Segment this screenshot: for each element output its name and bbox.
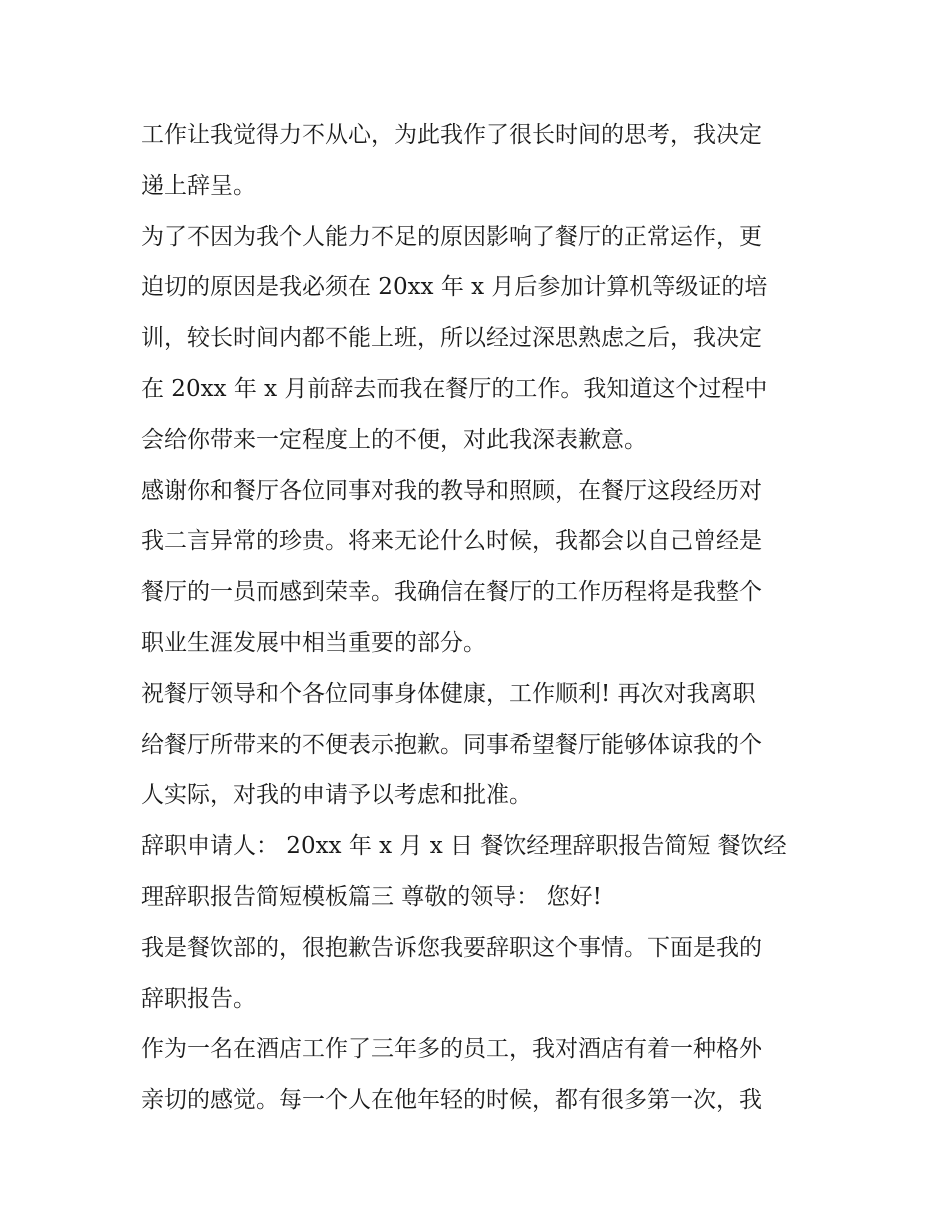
text-line: 餐厅的一员而感到荣幸。我确信在餐厅的工作历程将是我整个: [141, 579, 762, 606]
text-line: 工作让我觉得力不从心，为此我作了很长时间的思考，我决定: [141, 122, 762, 148]
text-line: 为了不因为我个人能力不足的原因影响了餐厅的正常运作，更: [141, 223, 762, 250]
document-body: [141, 110, 821, 1126]
text-line: 在 20xx 年 x 月前辞去而我在餐厅的工作。我知道这个过程中: [141, 375, 768, 402]
text-line: 迫切的原因是我必须在 20xx 年 x 月后参加计算机等级证的培: [141, 274, 768, 301]
text-line: 人实际，对我的申请予以考虑和批准。: [141, 782, 532, 809]
text-line: 我是餐饮部的，很抱歉告诉您我要辞职这个事情。下面是我的: [141, 934, 762, 961]
text-line: 祝餐厅领导和个各位同事身体健康，工作顺利! 再次对我离职: [141, 680, 756, 707]
text-line: 理辞职报告简短模板篇三 尊敬的领导： 您好!: [141, 883, 602, 910]
text-line: 职业生涯发展中相当重要的部分。: [141, 629, 486, 656]
text-line: 辞职申请人： 20xx 年 x 月 x 日 餐饮经理辞职报告简短 餐饮经: [141, 833, 787, 860]
text-line: 递上辞呈。: [141, 172, 256, 199]
text-line: 会给你带来一定程度上的不便，对此我深表歉意。: [141, 426, 647, 453]
text-line: 我二言异常的珍贵。将来无论什么时候，我都会以自己曾经是: [141, 528, 762, 555]
text-line: 感谢你和餐厅各位同事对我的教导和照顾，在餐厅这段经历对: [141, 477, 762, 504]
text-line: 辞职报告。: [141, 985, 256, 1012]
text-line: 训，较长时间内都不能上班，所以经过深思熟虑之后，我决定: [141, 325, 762, 352]
text-line: 给餐厅所带来的不便表示抱歉。同事希望餐厅能够体谅我的个: [141, 731, 762, 758]
text-line: 亲切的感觉。每一个人在他年轻的时候，都有很多第一次，我: [141, 1087, 762, 1114]
text-line: 作为一名在酒店工作了三年多的员工，我对酒店有着一种格外: [141, 1036, 762, 1063]
